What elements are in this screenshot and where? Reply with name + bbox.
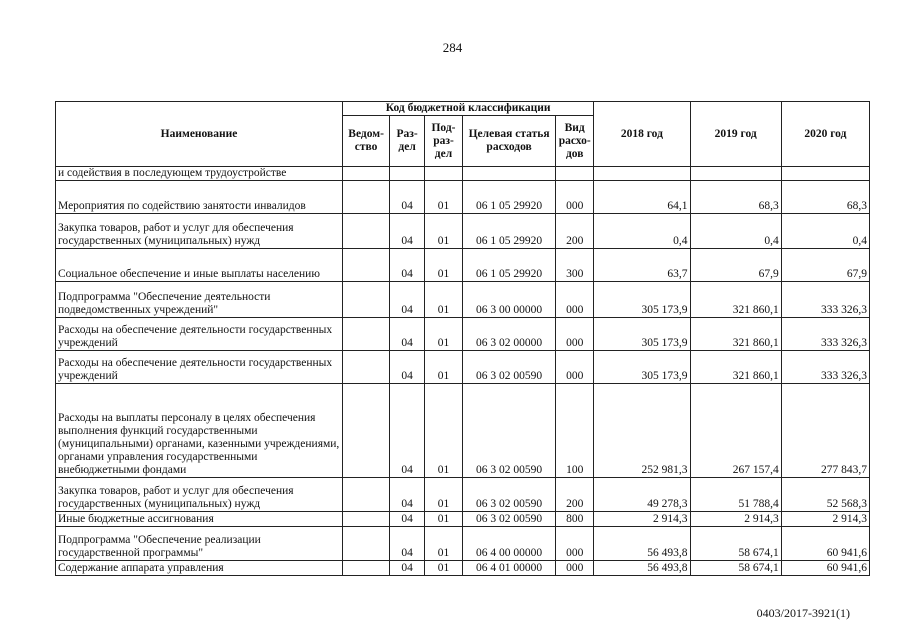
cell-y2020: 60 941,6 — [781, 561, 869, 576]
document-code: 0403/2017-3921(1) — [756, 606, 850, 620]
cell-y2018: 305 173,9 — [594, 318, 690, 351]
cell-vid: 000 — [556, 282, 594, 318]
table-row — [56, 282, 870, 318]
cell-name: Содержание аппарата управления — [56, 561, 343, 576]
cell-y2019: 0,4 — [690, 214, 781, 249]
table-row — [56, 527, 870, 561]
cell-razdel — [390, 167, 425, 181]
cell-podrazdel: 01 — [425, 512, 463, 527]
header-2018: 2018 год — [594, 102, 690, 167]
cell-podrazdel: 01 — [425, 561, 463, 576]
cell-podrazdel: 01 — [425, 282, 463, 318]
cell-vid: 300 — [556, 249, 594, 282]
cell-celevaya: 06 3 02 00590 — [462, 351, 555, 384]
cell-razdel: 04 — [390, 282, 425, 318]
cell-name: и содействия в последующем трудоустройстве — [56, 167, 343, 181]
cell-ved — [343, 384, 390, 478]
cell-ved — [343, 167, 390, 181]
cell-y2019 — [690, 167, 781, 181]
header-code-group: Код бюджетной классификации — [343, 102, 594, 116]
cell-y2020: 60 941,6 — [781, 527, 869, 561]
page-number: 284 — [442, 40, 463, 55]
cell-y2020: 333 326,3 — [781, 318, 869, 351]
cell-vid: 000 — [556, 561, 594, 576]
header-razdel: Раз-дел — [390, 116, 425, 167]
cell-razdel: 04 — [390, 318, 425, 351]
cell-y2020: 67,9 — [781, 249, 869, 282]
header-celevaya: Целевая статья расходов — [462, 116, 555, 167]
cell-y2018 — [594, 167, 690, 181]
header-vid: Вид расхо-дов — [556, 116, 594, 167]
cell-y2019: 2 914,3 — [690, 512, 781, 527]
cell-celevaya: 06 3 00 00000 — [462, 282, 555, 318]
cell-ved — [343, 282, 390, 318]
cell-razdel: 04 — [390, 249, 425, 282]
cell-name: Подпрограмма "Обеспечение деятельности подведомственных учреждений" — [56, 282, 343, 318]
header-podrazdel: Под-раз-дел — [425, 116, 463, 167]
cell-podrazdel: 01 — [425, 214, 463, 249]
cell-celevaya: 06 1 05 29920 — [462, 181, 555, 214]
table-row — [56, 214, 870, 249]
cell-y2019: 321 860,1 — [690, 282, 781, 318]
budget-table — [55, 101, 870, 576]
table-row — [56, 167, 870, 181]
header-2019: 2019 год — [690, 102, 781, 167]
cell-y2020: 2 914,3 — [781, 512, 869, 527]
cell-celevaya: 06 1 05 29920 — [462, 249, 555, 282]
cell-razdel: 04 — [390, 351, 425, 384]
cell-name: Расходы на обеспечение деятельности государственных учреждений — [56, 318, 343, 351]
cell-y2018: 63,7 — [594, 249, 690, 282]
cell-y2019: 321 860,1 — [690, 351, 781, 384]
cell-name: Подпрограмма "Обеспечение реализации государственной программы" — [56, 527, 343, 561]
cell-razdel: 04 — [390, 512, 425, 527]
cell-razdel: 04 — [390, 478, 425, 512]
cell-name: Расходы на обеспечение деятельности государственных учреждений — [56, 351, 343, 384]
cell-y2020 — [781, 167, 869, 181]
cell-y2020: 0,4 — [781, 214, 869, 249]
table-row — [56, 318, 870, 351]
cell-y2018: 56 493,8 — [594, 561, 690, 576]
cell-razdel: 04 — [390, 214, 425, 249]
cell-ved — [343, 318, 390, 351]
cell-ved — [343, 214, 390, 249]
table-row — [56, 351, 870, 384]
cell-podrazdel: 01 — [425, 318, 463, 351]
cell-y2018: 0,4 — [594, 214, 690, 249]
cell-y2020: 68,3 — [781, 181, 869, 214]
cell-podrazdel: 01 — [425, 249, 463, 282]
cell-y2020: 333 326,3 — [781, 351, 869, 384]
cell-ved — [343, 512, 390, 527]
table-row — [56, 512, 870, 527]
table-row — [56, 181, 870, 214]
cell-y2018: 2 914,3 — [594, 512, 690, 527]
table-row — [56, 384, 870, 478]
cell-celevaya: 06 3 02 00590 — [462, 512, 555, 527]
cell-ved — [343, 351, 390, 384]
cell-name: Расходы на выплаты персоналу в целях обеспечения выполнения функций государственными (муниципальными) органами, казенными учреждениями, органами управления государственными внебюджетными фондами — [56, 384, 343, 478]
header-name: Наименование — [56, 102, 343, 167]
cell-vid: 000 — [556, 181, 594, 214]
cell-vid — [556, 167, 594, 181]
cell-razdel: 04 — [390, 561, 425, 576]
cell-vid: 200 — [556, 214, 594, 249]
cell-ved — [343, 478, 390, 512]
cell-y2019: 267 157,4 — [690, 384, 781, 478]
cell-name: Закупка товаров, работ и услуг для обеспечения государственных (муниципальных) нужд — [56, 478, 343, 512]
cell-y2018: 64,1 — [594, 181, 690, 214]
cell-ved — [343, 561, 390, 576]
cell-y2019: 67,9 — [690, 249, 781, 282]
cell-y2018: 305 173,9 — [594, 282, 690, 318]
cell-y2020: 52 568,3 — [781, 478, 869, 512]
table-row — [56, 249, 870, 282]
cell-celevaya: 06 4 00 00000 — [462, 527, 555, 561]
cell-razdel: 04 — [390, 527, 425, 561]
cell-celevaya: 06 3 02 00000 — [462, 318, 555, 351]
cell-y2018: 305 173,9 — [594, 351, 690, 384]
table-header — [56, 102, 870, 167]
cell-y2018: 252 981,3 — [594, 384, 690, 478]
table-row — [56, 478, 870, 512]
cell-podrazdel: 01 — [425, 527, 463, 561]
cell-ved — [343, 527, 390, 561]
cell-name: Социальное обеспечение и иные выплаты населению — [56, 249, 343, 282]
cell-vid: 000 — [556, 318, 594, 351]
cell-y2020: 277 843,7 — [781, 384, 869, 478]
table-body — [56, 167, 870, 576]
cell-name: Закупка товаров, работ и услуг для обеспечения государственных (муниципальных) нужд — [56, 214, 343, 249]
cell-y2019: 58 674,1 — [690, 561, 781, 576]
cell-celevaya: 06 4 01 00000 — [462, 561, 555, 576]
cell-ved — [343, 249, 390, 282]
cell-vid: 000 — [556, 527, 594, 561]
cell-name: Иные бюджетные ассигнования — [56, 512, 343, 527]
cell-podrazdel: 01 — [425, 478, 463, 512]
cell-podrazdel: 01 — [425, 181, 463, 214]
cell-vid: 200 — [556, 478, 594, 512]
cell-y2019: 321 860,1 — [690, 318, 781, 351]
cell-razdel: 04 — [390, 181, 425, 214]
header-2020: 2020 год — [781, 102, 869, 167]
cell-vid: 100 — [556, 384, 594, 478]
cell-y2019: 51 788,4 — [690, 478, 781, 512]
cell-podrazdel: 01 — [425, 351, 463, 384]
cell-vid: 000 — [556, 351, 594, 384]
cell-celevaya: 06 3 02 00590 — [462, 384, 555, 478]
cell-podrazdel — [425, 167, 463, 181]
cell-celevaya: 06 1 05 29920 — [462, 214, 555, 249]
cell-celevaya — [462, 167, 555, 181]
cell-y2019: 58 674,1 — [690, 527, 781, 561]
cell-vid: 800 — [556, 512, 594, 527]
cell-y2019: 68,3 — [690, 181, 781, 214]
header-vedomstvo: Ведом-ство — [343, 116, 390, 167]
cell-name: Мероприятия по содействию занятости инвалидов — [56, 181, 343, 214]
cell-y2018: 49 278,3 — [594, 478, 690, 512]
cell-y2018: 56 493,8 — [594, 527, 690, 561]
cell-podrazdel: 01 — [425, 384, 463, 478]
table-row — [56, 561, 870, 576]
cell-celevaya: 06 3 02 00590 — [462, 478, 555, 512]
cell-razdel: 04 — [390, 384, 425, 478]
cell-ved — [343, 181, 390, 214]
cell-y2020: 333 326,3 — [781, 282, 869, 318]
